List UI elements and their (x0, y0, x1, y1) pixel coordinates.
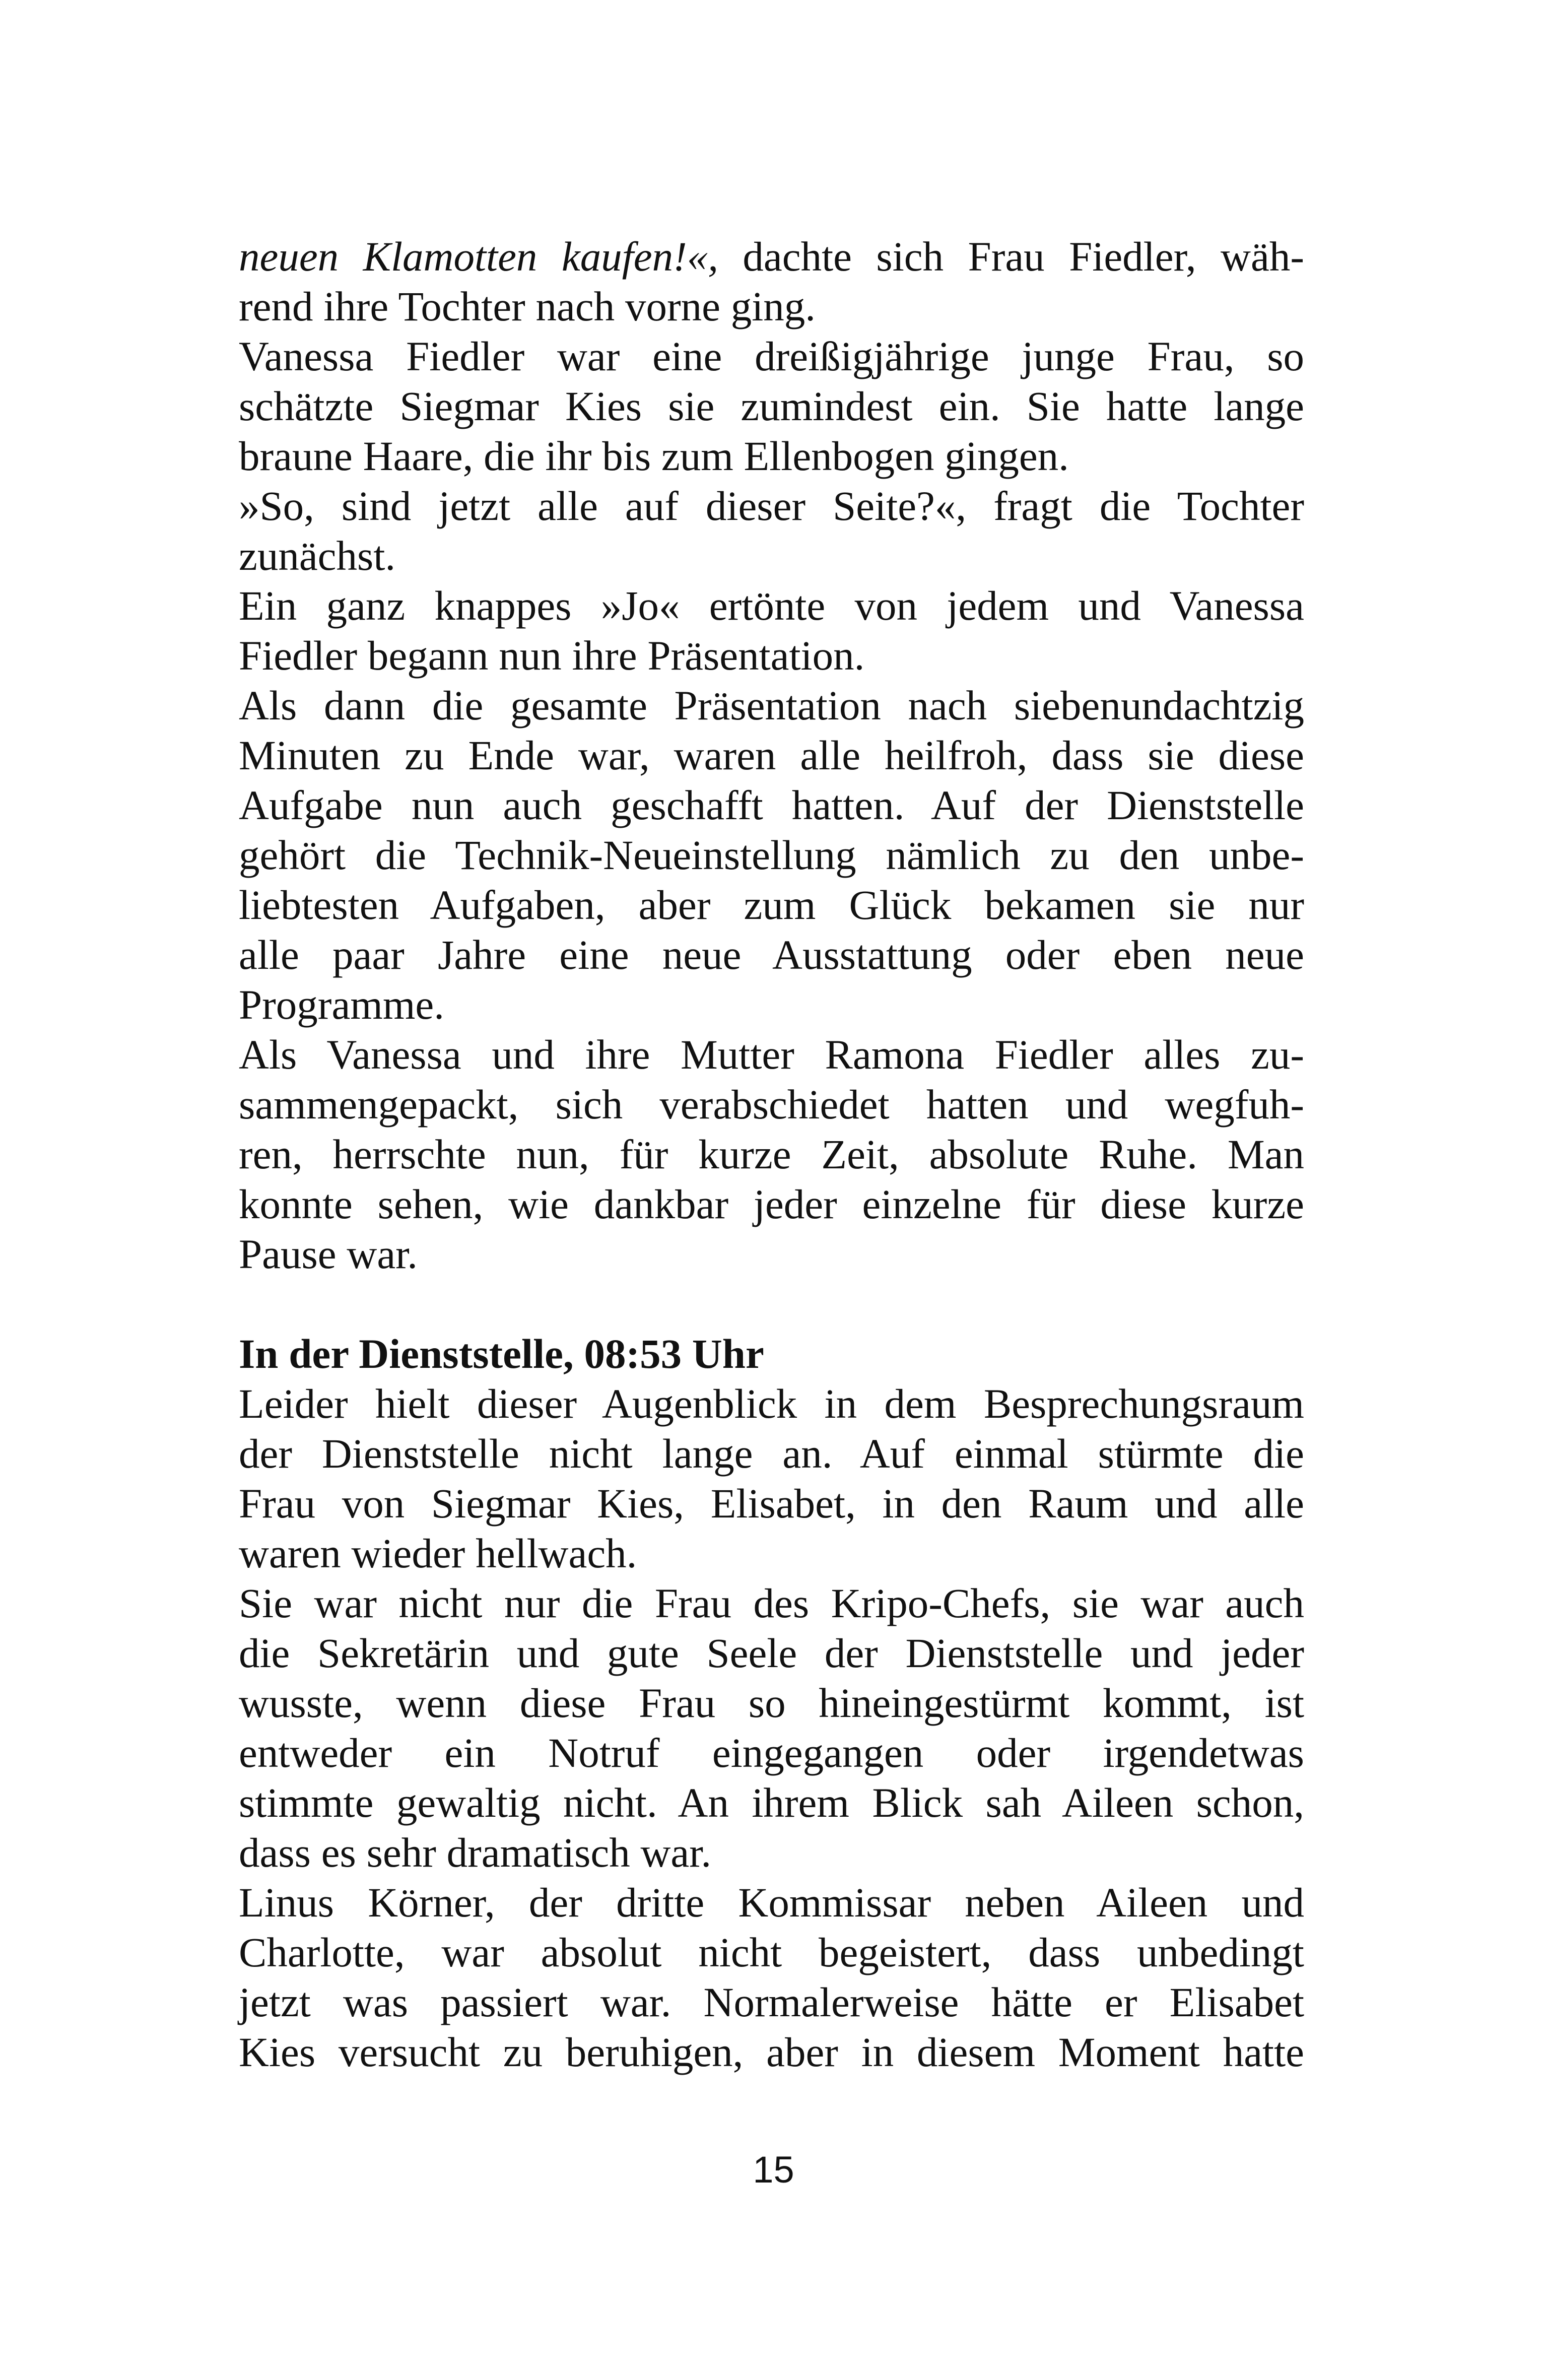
text-line: rend ihre Tochter nach vorne ging. (239, 283, 816, 329)
text-line: gehört die Technik-Neueinstellung nämlich zu den unbe- (239, 832, 1304, 878)
paragraphs-after-heading (239, 1379, 1304, 2077)
text-line: Sie war nicht nur die Frau des Kripo-Chefs, sie war auch (239, 1580, 1304, 1626)
text-line: Minuten zu Ende war, waren alle heilfroh, dass sie diese (239, 732, 1304, 778)
text-line: »So, sind jetzt alle auf dieser Seite?«, fragt die Tochter (239, 483, 1304, 529)
text-line: Pause war. (239, 1231, 418, 1277)
text-line: konnte sehen, wie dankbar jeder einzelne für diese kurze (239, 1181, 1304, 1227)
text-line: dass es sehr dramatisch war. (239, 1829, 712, 1876)
text-line: Charlotte, war absolut nicht begeistert, dass unbedingt (239, 1929, 1304, 1975)
text-line: sammengepackt, sich verabschiedet hatten und wegfuh- (239, 1081, 1304, 1128)
text-line: braune Haare, die ihr bis zum Ellenbogen gingen. (239, 433, 1069, 479)
text-line: Als dann die gesamte Präsentation nach siebenundachtzig (239, 682, 1304, 729)
text-line: jetzt was passiert war. Normalerweise hätte er Elisabet (239, 1979, 1304, 2025)
text-line: alle paar Jahre eine neue Ausstattung oder eben neue (239, 932, 1304, 978)
text-line: Fiedler begann nun ihre Präsentation. (239, 632, 865, 679)
text-line: Aufgabe nun auch geschafft hatten. Auf der Dienststelle (239, 782, 1304, 828)
text-line: Frau von Siegmar Kies, Elisabet, in den Raum und alle (239, 1480, 1304, 1527)
text-line: Linus Körner, der dritte Kommissar neben Aileen und (239, 1879, 1304, 1926)
page-number: 15 (753, 2149, 794, 2191)
text-line-first (239, 232, 1304, 282)
text-line: stimmte gewaltig nicht. An ihrem Blick sah Aileen schon, (239, 1779, 1304, 1826)
first-line-rest: dachte sich Frau Fiedler, wäh- (718, 233, 1304, 280)
text-line: die Sekretärin und gute Seele der Dienststelle und jeder (239, 1630, 1304, 1676)
section-gap (239, 1279, 1304, 1329)
text-line: schätzte Siegmar Kies sie zumindest ein. Sie hatte lange (239, 383, 1304, 429)
section-heading: In der Dienststelle, 08:53 Uhr (239, 1331, 764, 1377)
text-line: Ein ganz knappes »Jo« ertönte von jedem und Vanessa (239, 582, 1304, 629)
text-line: zunächst. (239, 533, 396, 579)
text-line: Kies versucht zu beruhigen, aber in diesem Moment hatte (239, 2029, 1304, 2075)
paragraphs-before-heading (239, 282, 1304, 1279)
body-text (239, 232, 1304, 2077)
text-line: Programme. (239, 981, 444, 1028)
text-line: Vanessa Fiedler war eine dreißigjährige junge Frau, so (239, 333, 1304, 379)
italic-quote-end: neuen Klamotten kaufen!«, (239, 233, 718, 280)
text-line: Leider hielt dieser Augenblick in dem Besprechungsraum (239, 1380, 1304, 1427)
text-line: der Dienststelle nicht lange an. Auf einmal stürmte die (239, 1430, 1304, 1477)
text-line: wusste, wenn diese Frau so hineingestürmt kommt, ist (239, 1680, 1304, 1726)
text-line: waren wieder hellwach. (239, 1530, 637, 1576)
text-line: ren, herrschte nun, für kurze Zeit, absolute Ruhe. Man (239, 1131, 1304, 1177)
text-line: liebtesten Aufgaben, aber zum Glück bekamen sie nur (239, 882, 1304, 928)
text-line: Als Vanessa und ihre Mutter Ramona Fiedler alles zu- (239, 1031, 1304, 1078)
text-line: entweder ein Notruf eingegangen oder irgendetwas (239, 1730, 1304, 1776)
